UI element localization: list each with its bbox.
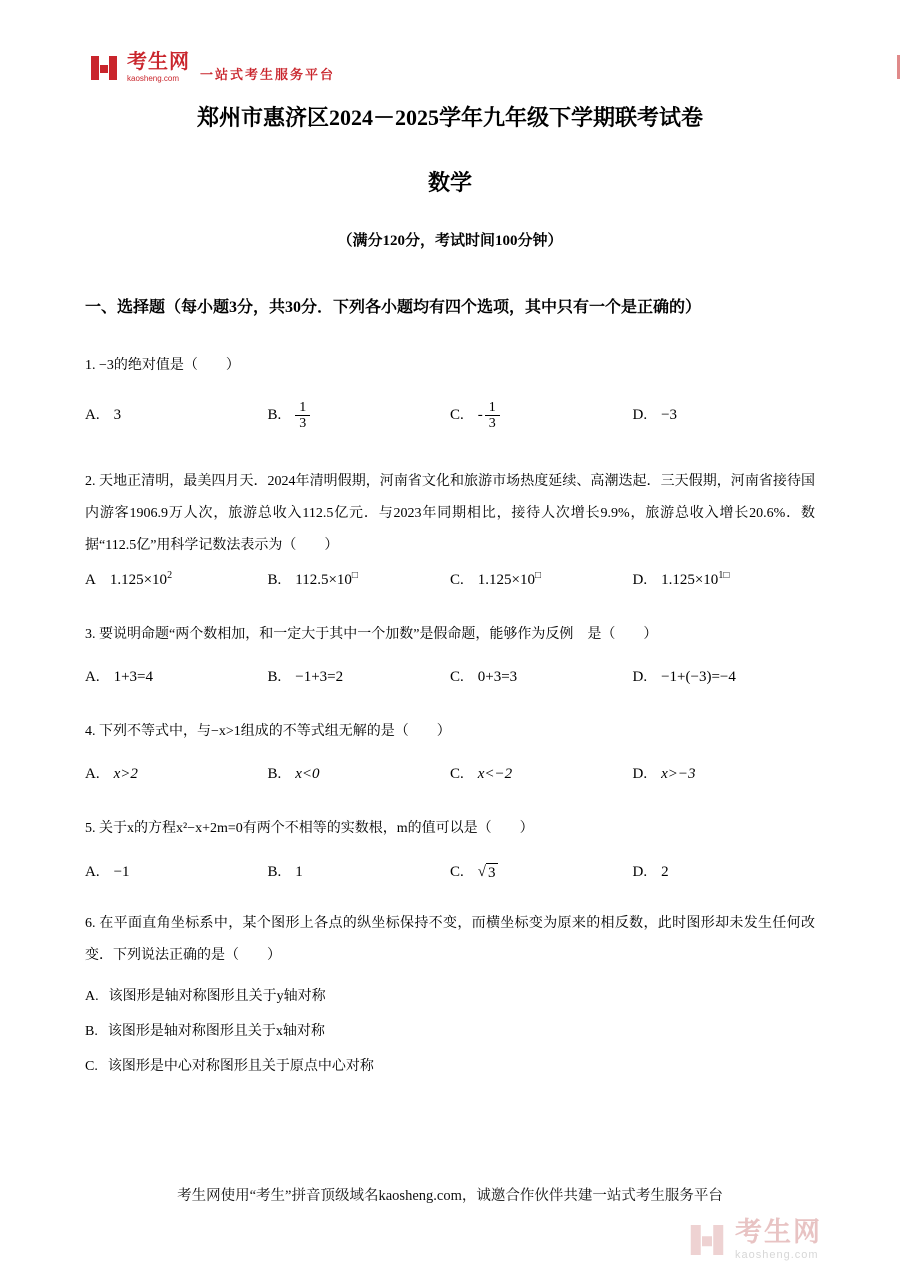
- fraction: [295, 400, 310, 432]
- option-value: x>−3: [661, 765, 696, 782]
- option-a: [85, 669, 268, 686]
- option-label: C.: [450, 669, 464, 686]
- question-text: 6. 在平面直角坐标系中，某个图形上各点的纵坐标保持不变，而横坐标变为原来的相反数，此时图形却未发生任何改变．下列说法正确的是（ ）: [85, 915, 815, 963]
- power-base: 1.125×10: [661, 572, 719, 589]
- q2-options-row: [85, 572, 815, 589]
- option-value: −1+3=2: [295, 669, 344, 686]
- kaosheng-brand: [88, 52, 335, 84]
- option-label: B.: [267, 863, 282, 880]
- option-label: A.: [85, 765, 100, 782]
- brand-domain: kaosheng.com: [127, 74, 180, 83]
- option-label: D.: [632, 669, 648, 686]
- option-a: [85, 766, 268, 783]
- option-value: [661, 572, 729, 589]
- option-label: A: [85, 572, 96, 589]
- power-base: 1.125×10: [477, 572, 535, 589]
- exam-content: [0, 104, 900, 1077]
- option-value: [295, 572, 358, 589]
- brand-name: 考生网: [127, 51, 190, 73]
- question-6: [85, 908, 815, 1077]
- section-heading-choice: 一、选择题（每小题3分，共30分．下列各小题均有四个选项，其中只有一个是正确的）: [85, 299, 702, 317]
- question-text: 1. −3的绝对值是（ ）: [85, 358, 240, 374]
- option-b: [268, 669, 451, 686]
- option-label: D.: [632, 572, 648, 589]
- option-c: [450, 400, 633, 432]
- option-c: [450, 669, 633, 686]
- option-b: [268, 400, 451, 432]
- option-value: 0+3=3: [477, 669, 518, 686]
- denominator: 3: [295, 415, 310, 431]
- option-a: [85, 407, 268, 424]
- option-value: 该图形是中心对称图形且关于原点中心对称: [107, 1059, 374, 1075]
- option-c: [450, 572, 633, 589]
- exam-info: （满分120分，考试时间100分钟）: [337, 233, 563, 250]
- question-2: [85, 466, 815, 590]
- option-value: 1+3=4: [113, 669, 154, 686]
- option-value: x>2: [113, 765, 138, 782]
- option-d: [633, 669, 816, 686]
- option-value: 2: [661, 863, 669, 880]
- option-value: −1+(−3)=−4: [661, 669, 736, 686]
- radical-expression: [478, 863, 498, 882]
- option-label: A.: [85, 989, 99, 1005]
- numerator: 1: [299, 399, 307, 415]
- power-exponent: □: [351, 570, 358, 582]
- option-label: B.: [267, 407, 282, 424]
- power-base: 1.125×10: [109, 572, 168, 589]
- option-value: x<−2: [477, 765, 513, 782]
- option-b: [268, 864, 451, 881]
- option-label: C.: [450, 407, 464, 424]
- option-label: C.: [450, 572, 464, 589]
- option-d: [633, 864, 816, 881]
- option-label: C.: [450, 863, 464, 880]
- option-value: 该图形是轴对称图形且关于y轴对称: [108, 989, 326, 1005]
- option-b: [268, 572, 451, 589]
- option-value: [478, 572, 541, 589]
- option-value: −3: [661, 407, 678, 424]
- option-label: A.: [85, 407, 100, 424]
- option-c: [450, 863, 633, 882]
- minus-sign: -: [477, 407, 483, 424]
- power-base: 112.5×10: [295, 572, 352, 589]
- option-label: B.: [267, 669, 282, 686]
- option-label: C.: [450, 765, 464, 782]
- option-label: B.: [267, 572, 282, 589]
- q5-options-row: [85, 863, 815, 882]
- denominator: 3: [485, 415, 500, 431]
- question-text: 5. 关于x的方程x²−x+2m=0有两个不相等的实数根，m的值可以是（ ）: [85, 820, 534, 836]
- power-exponent: 2: [167, 570, 173, 582]
- numerator: 1: [488, 399, 496, 415]
- q6-options-list: [85, 986, 815, 1077]
- kaosheng-watermark-icon: [687, 1220, 727, 1260]
- question-4: [85, 720, 815, 783]
- option-d: [633, 766, 816, 783]
- option-value: −1: [113, 863, 130, 880]
- option-label: C.: [85, 1059, 98, 1075]
- option-value: x<0: [295, 765, 320, 782]
- kaosheng-watermark: [687, 1219, 822, 1261]
- option-b: [85, 1021, 815, 1042]
- option-value: 1: [295, 863, 303, 880]
- option-label: D.: [632, 765, 648, 782]
- option-d: [633, 572, 816, 589]
- exam-title: 郑州市惠济区2024－2025学年九年级下学期联考试卷: [196, 105, 703, 130]
- radical-sign: √: [477, 863, 486, 880]
- radicand: 3: [488, 864, 496, 881]
- fraction: [485, 400, 500, 432]
- option-label: A.: [85, 669, 100, 686]
- option-label: B.: [267, 765, 282, 782]
- option-value: [110, 572, 172, 589]
- option-a: [85, 986, 815, 1007]
- q4-options-row: [85, 766, 815, 783]
- watermark-domain: kaosheng.com: [735, 1249, 819, 1261]
- option-a: [85, 572, 268, 589]
- q3-options-row: [85, 669, 815, 686]
- option-a: [85, 864, 268, 881]
- brand-tagline: 一站式考生服务平台: [200, 67, 336, 82]
- option-c: [450, 766, 633, 783]
- question-3: [85, 623, 815, 686]
- question-text: 4. 下列不等式中，与−x>1组成的不等式组无解的是（ ）: [85, 724, 451, 740]
- option-label: B.: [85, 1024, 98, 1040]
- power-exponent: 1□: [718, 570, 730, 582]
- watermark-name: 考生网: [735, 1217, 822, 1247]
- question-1: [85, 354, 815, 432]
- question-text: 2. 天地正清明，最美四月天．2024年清明假期，河南省文化和旅游市场热度延续、高潮迭起．三天假期，河南省接待国内游客1906.9万人次，旅游总收入112.5亿元．与2023年同期相比，接待人次增长9.9%，旅游总收入增长20.6%．数据“112.5亿”用科学记数法表示为（ ）: [85, 473, 815, 554]
- option-label: D.: [632, 863, 648, 880]
- kaosheng-logo-icon: [88, 52, 120, 84]
- power-exponent: □: [534, 570, 542, 582]
- option-label: A.: [85, 863, 100, 880]
- option-c: [85, 1056, 815, 1077]
- q1-options-row: [85, 400, 815, 432]
- option-value: 3: [113, 407, 122, 424]
- exam-subject: 数学: [427, 169, 472, 195]
- option-value: 该图形是轴对称图形且关于x轴对称: [107, 1024, 325, 1040]
- question-5: [85, 817, 815, 882]
- option-d: [633, 407, 816, 424]
- option-label: D.: [632, 407, 648, 424]
- option-b: [268, 766, 451, 783]
- footer-note: 考生网使用“考生”拼音顶级域名kaosheng.com，诚邀合作伙伴共建一站式考生服务平台: [177, 1188, 723, 1204]
- question-text: 3. 要说明命题“两个数相加，和一定大于其中一个加数”是假命题，能够作为反例 是（ ）: [85, 627, 658, 643]
